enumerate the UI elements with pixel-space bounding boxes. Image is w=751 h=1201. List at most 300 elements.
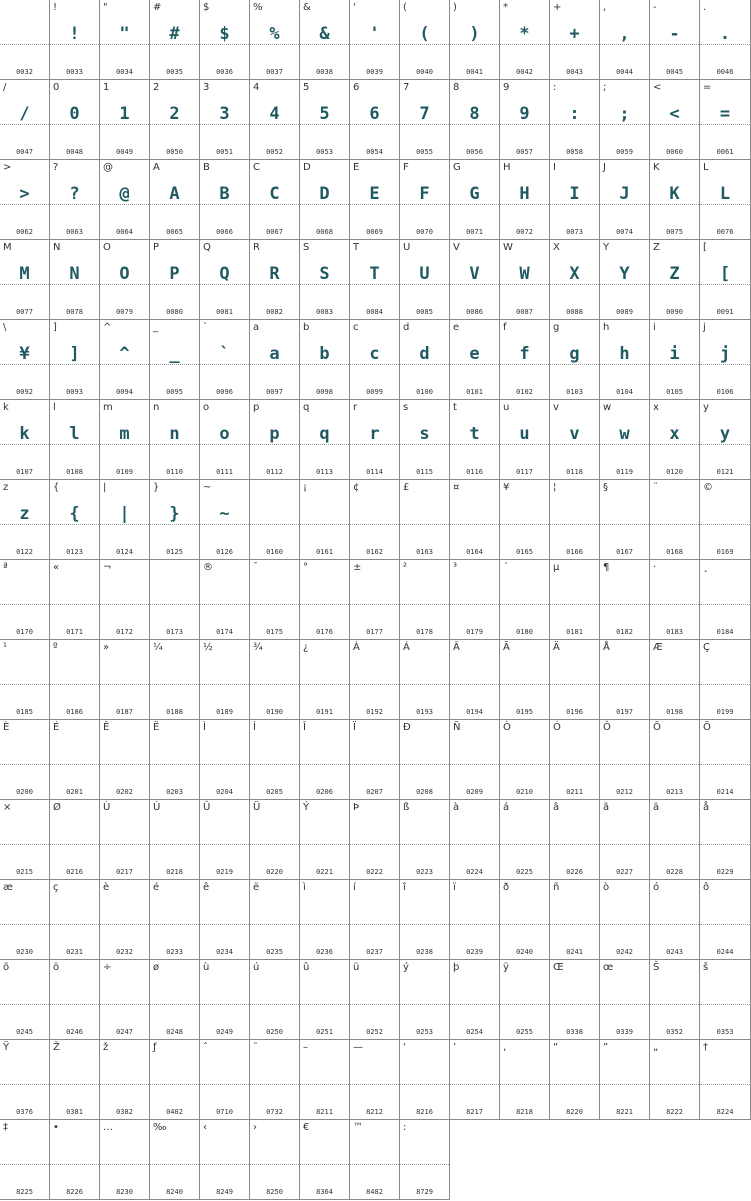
char-cell[interactable] bbox=[350, 640, 400, 720]
char-cell[interactable] bbox=[650, 160, 700, 240]
reference-character: ê bbox=[203, 882, 210, 893]
char-cell[interactable] bbox=[250, 560, 300, 640]
char-cell[interactable] bbox=[50, 480, 100, 560]
char-cell[interactable] bbox=[300, 560, 350, 640]
char-cell[interactable] bbox=[100, 640, 150, 720]
character-code: 0125 bbox=[166, 548, 183, 556]
character-code: 0169 bbox=[716, 548, 734, 556]
char-cell[interactable] bbox=[0, 0, 50, 80]
char-cell[interactable] bbox=[550, 400, 600, 480]
reference-character: é bbox=[153, 882, 160, 893]
char-cell[interactable] bbox=[200, 400, 250, 480]
char-cell[interactable] bbox=[50, 0, 100, 80]
reference-character: Ò bbox=[503, 722, 511, 733]
character-code: 0061 bbox=[716, 148, 734, 156]
font-glyph-sample: q bbox=[319, 424, 330, 444]
baseline-guide bbox=[450, 1084, 499, 1085]
char-cell[interactable] bbox=[350, 800, 400, 880]
baseline-guide bbox=[700, 924, 750, 925]
char-cell[interactable] bbox=[150, 160, 200, 240]
char-cell[interactable] bbox=[550, 560, 600, 640]
char-cell[interactable] bbox=[500, 480, 550, 560]
char-cell[interactable] bbox=[400, 1120, 450, 1200]
baseline-guide bbox=[600, 524, 649, 525]
char-cell[interactable] bbox=[0, 720, 50, 800]
char-cell[interactable] bbox=[0, 640, 50, 720]
char-cell[interactable] bbox=[300, 160, 350, 240]
character-code: 0119 bbox=[616, 468, 633, 476]
char-cell[interactable] bbox=[600, 960, 650, 1040]
char-cell[interactable] bbox=[450, 80, 500, 160]
char-cell[interactable] bbox=[200, 480, 250, 560]
char-cell[interactable] bbox=[300, 1120, 350, 1200]
char-cell[interactable] bbox=[450, 880, 500, 960]
char-cell[interactable] bbox=[200, 560, 250, 640]
char-cell[interactable] bbox=[150, 240, 200, 320]
char-cell[interactable] bbox=[400, 560, 450, 640]
char-cell[interactable] bbox=[700, 0, 751, 80]
char-cell[interactable] bbox=[700, 640, 751, 720]
reference-character: ˆ bbox=[203, 1042, 208, 1053]
char-cell[interactable] bbox=[250, 480, 300, 560]
char-cell[interactable] bbox=[600, 400, 650, 480]
char-cell[interactable] bbox=[300, 240, 350, 320]
character-code: 0105 bbox=[666, 388, 683, 396]
baseline-guide bbox=[450, 204, 499, 205]
char-cell[interactable] bbox=[400, 800, 450, 880]
char-cell[interactable] bbox=[200, 320, 250, 400]
char-cell[interactable] bbox=[250, 0, 300, 80]
char-cell[interactable] bbox=[600, 480, 650, 560]
character-code: 0078 bbox=[66, 308, 83, 316]
baseline-guide bbox=[600, 604, 649, 605]
char-cell[interactable] bbox=[150, 1040, 200, 1120]
char-cell[interactable] bbox=[650, 880, 700, 960]
char-cell[interactable] bbox=[650, 480, 700, 560]
char-cell[interactable] bbox=[550, 720, 600, 800]
character-code: 0191 bbox=[316, 708, 333, 716]
char-cell[interactable] bbox=[300, 480, 350, 560]
char-cell[interactable] bbox=[700, 400, 751, 480]
reference-character: + bbox=[553, 2, 562, 13]
char-cell[interactable] bbox=[150, 640, 200, 720]
char-cell[interactable] bbox=[600, 560, 650, 640]
char-cell[interactable] bbox=[450, 640, 500, 720]
baseline-guide bbox=[650, 204, 699, 205]
char-cell[interactable] bbox=[450, 160, 500, 240]
char-cell[interactable] bbox=[150, 1120, 200, 1200]
char-cell[interactable] bbox=[700, 560, 751, 640]
char-cell[interactable] bbox=[350, 1120, 400, 1200]
char-cell[interactable] bbox=[400, 240, 450, 320]
character-code: 0062 bbox=[16, 228, 33, 236]
char-cell[interactable] bbox=[650, 960, 700, 1040]
char-cell[interactable] bbox=[250, 880, 300, 960]
char-cell[interactable] bbox=[250, 960, 300, 1040]
char-cell[interactable] bbox=[500, 80, 550, 160]
char-cell[interactable] bbox=[550, 80, 600, 160]
char-cell[interactable] bbox=[400, 480, 450, 560]
char-cell[interactable] bbox=[150, 560, 200, 640]
reference-character: \ bbox=[3, 322, 7, 333]
char-cell[interactable] bbox=[450, 240, 500, 320]
char-cell[interactable] bbox=[600, 880, 650, 960]
char-cell[interactable] bbox=[0, 160, 50, 240]
char-cell[interactable] bbox=[200, 1040, 250, 1120]
char-cell[interactable] bbox=[700, 320, 751, 400]
char-cell[interactable] bbox=[650, 0, 700, 80]
character-code: 0100 bbox=[416, 388, 433, 396]
char-cell[interactable] bbox=[300, 80, 350, 160]
char-cell[interactable] bbox=[0, 800, 50, 880]
char-cell[interactable] bbox=[50, 720, 100, 800]
char-cell[interactable] bbox=[450, 960, 500, 1040]
char-cell[interactable] bbox=[500, 400, 550, 480]
char-cell[interactable] bbox=[350, 320, 400, 400]
baseline-guide bbox=[600, 204, 649, 205]
char-cell[interactable] bbox=[350, 960, 400, 1040]
char-cell[interactable] bbox=[300, 1040, 350, 1120]
char-cell[interactable] bbox=[400, 720, 450, 800]
char-cell[interactable] bbox=[450, 1040, 500, 1120]
char-cell[interactable] bbox=[550, 640, 600, 720]
char-cell[interactable] bbox=[350, 0, 400, 80]
char-cell[interactable] bbox=[200, 80, 250, 160]
char-cell[interactable] bbox=[0, 80, 50, 160]
char-cell[interactable] bbox=[400, 1040, 450, 1120]
character-code: 0123 bbox=[66, 548, 83, 556]
reference-character: _ bbox=[153, 322, 158, 333]
baseline-guide bbox=[50, 684, 99, 685]
baseline-guide bbox=[650, 524, 699, 525]
character-code: 0075 bbox=[666, 228, 683, 236]
char-cell[interactable] bbox=[700, 720, 751, 800]
char-cell[interactable] bbox=[300, 960, 350, 1040]
character-code: 0241 bbox=[566, 948, 583, 956]
character-code: 0117 bbox=[516, 468, 533, 476]
char-cell[interactable] bbox=[300, 640, 350, 720]
char-cell[interactable] bbox=[100, 800, 150, 880]
char-cell[interactable] bbox=[200, 240, 250, 320]
character-code: 0034 bbox=[116, 68, 133, 76]
character-code: 0221 bbox=[316, 868, 333, 876]
char-cell[interactable] bbox=[100, 400, 150, 480]
char-cell[interactable] bbox=[400, 400, 450, 480]
reference-character: Ø bbox=[53, 802, 61, 813]
font-glyph-sample: F bbox=[419, 184, 430, 204]
char-cell[interactable] bbox=[0, 1120, 50, 1200]
char-cell[interactable] bbox=[100, 1120, 150, 1200]
char-cell[interactable] bbox=[100, 960, 150, 1040]
character-code: 0116 bbox=[466, 468, 483, 476]
char-cell[interactable] bbox=[700, 240, 751, 320]
char-cell[interactable] bbox=[50, 320, 100, 400]
char-cell[interactable] bbox=[650, 1040, 700, 1120]
char-cell[interactable] bbox=[450, 800, 500, 880]
char-cell[interactable] bbox=[250, 640, 300, 720]
char-cell[interactable] bbox=[150, 720, 200, 800]
char-cell[interactable] bbox=[100, 480, 150, 560]
char-cell[interactable] bbox=[500, 320, 550, 400]
baseline-guide bbox=[550, 764, 599, 765]
char-cell[interactable] bbox=[450, 480, 500, 560]
char-cell[interactable] bbox=[50, 80, 100, 160]
char-cell[interactable] bbox=[50, 1120, 100, 1200]
reference-character: . bbox=[703, 2, 707, 13]
character-code: 0063 bbox=[66, 228, 83, 236]
char-cell[interactable] bbox=[550, 1040, 600, 1120]
reference-character: ý bbox=[403, 962, 409, 973]
char-cell[interactable] bbox=[50, 560, 100, 640]
baseline-guide bbox=[350, 1084, 399, 1085]
baseline-guide bbox=[150, 1084, 199, 1085]
char-cell[interactable] bbox=[150, 0, 200, 80]
char-cell[interactable] bbox=[250, 320, 300, 400]
char-cell[interactable] bbox=[700, 160, 751, 240]
char-cell[interactable] bbox=[350, 160, 400, 240]
char-cell[interactable] bbox=[150, 800, 200, 880]
char-cell[interactable] bbox=[0, 320, 50, 400]
char-cell[interactable] bbox=[550, 480, 600, 560]
char-cell[interactable] bbox=[600, 640, 650, 720]
char-cell[interactable] bbox=[600, 240, 650, 320]
char-cell[interactable] bbox=[250, 1040, 300, 1120]
reference-character: ‚ bbox=[503, 1042, 507, 1053]
reference-character: G bbox=[453, 162, 461, 173]
char-cell[interactable] bbox=[600, 320, 650, 400]
char-cell[interactable] bbox=[500, 720, 550, 800]
char-cell[interactable] bbox=[250, 160, 300, 240]
char-cell[interactable] bbox=[500, 960, 550, 1040]
char-cell[interactable] bbox=[550, 800, 600, 880]
char-cell[interactable] bbox=[350, 720, 400, 800]
char-cell[interactable] bbox=[0, 560, 50, 640]
char-cell[interactable] bbox=[250, 240, 300, 320]
font-glyph-sample: ' bbox=[369, 24, 380, 44]
char-cell[interactable] bbox=[250, 1120, 300, 1200]
character-code: 0179 bbox=[466, 628, 483, 636]
char-cell[interactable] bbox=[700, 960, 751, 1040]
font-glyph-sample: - bbox=[669, 24, 680, 44]
char-cell[interactable] bbox=[450, 720, 500, 800]
baseline-guide bbox=[500, 604, 549, 605]
baseline-guide bbox=[50, 604, 99, 605]
char-cell[interactable] bbox=[450, 320, 500, 400]
char-cell[interactable] bbox=[650, 560, 700, 640]
char-cell[interactable] bbox=[300, 880, 350, 960]
char-cell[interactable] bbox=[0, 480, 50, 560]
char-cell[interactable] bbox=[500, 0, 550, 80]
char-cell[interactable] bbox=[50, 160, 100, 240]
char-cell[interactable] bbox=[600, 1040, 650, 1120]
char-cell[interactable] bbox=[350, 560, 400, 640]
char-cell[interactable] bbox=[200, 0, 250, 80]
baseline-guide bbox=[550, 124, 599, 125]
reference-character: µ bbox=[553, 562, 560, 573]
char-cell[interactable] bbox=[700, 880, 751, 960]
char-cell[interactable] bbox=[100, 880, 150, 960]
char-cell[interactable] bbox=[50, 800, 100, 880]
char-cell[interactable] bbox=[650, 720, 700, 800]
char-cell[interactable] bbox=[250, 800, 300, 880]
char-cell[interactable] bbox=[300, 0, 350, 80]
character-code: 0122 bbox=[16, 548, 33, 556]
char-cell[interactable] bbox=[400, 0, 450, 80]
char-cell[interactable] bbox=[200, 160, 250, 240]
reference-character: ³ bbox=[453, 562, 458, 573]
char-cell[interactable] bbox=[350, 400, 400, 480]
char-cell[interactable] bbox=[50, 400, 100, 480]
char-cell[interactable] bbox=[100, 240, 150, 320]
char-cell[interactable] bbox=[200, 960, 250, 1040]
char-cell[interactable] bbox=[650, 320, 700, 400]
character-code: 0112 bbox=[266, 468, 283, 476]
char-cell[interactable] bbox=[100, 0, 150, 80]
char-cell[interactable] bbox=[500, 880, 550, 960]
char-cell[interactable] bbox=[500, 240, 550, 320]
char-cell[interactable] bbox=[500, 1040, 550, 1120]
char-cell[interactable] bbox=[550, 320, 600, 400]
reference-character: € bbox=[303, 1122, 310, 1133]
reference-character: Ó bbox=[553, 722, 561, 733]
baseline-guide bbox=[350, 684, 399, 685]
character-code: 0093 bbox=[66, 388, 83, 396]
baseline-guide bbox=[250, 284, 299, 285]
char-cell[interactable] bbox=[400, 880, 450, 960]
char-cell[interactable] bbox=[0, 880, 50, 960]
character-code: 0225 bbox=[516, 868, 533, 876]
character-code: 0065 bbox=[166, 228, 183, 236]
character-code: 0099 bbox=[366, 388, 383, 396]
char-cell[interactable] bbox=[200, 880, 250, 960]
reference-character: ¸ bbox=[703, 562, 708, 573]
char-cell[interactable] bbox=[650, 640, 700, 720]
character-code: 0070 bbox=[416, 228, 433, 236]
char-cell[interactable] bbox=[150, 80, 200, 160]
char-cell[interactable] bbox=[550, 160, 600, 240]
baseline-guide bbox=[50, 764, 99, 765]
char-cell[interactable] bbox=[650, 240, 700, 320]
font-glyph-sample: ! bbox=[69, 24, 80, 44]
char-cell[interactable] bbox=[350, 80, 400, 160]
char-cell[interactable] bbox=[400, 960, 450, 1040]
char-cell[interactable] bbox=[500, 800, 550, 880]
char-cell[interactable] bbox=[300, 720, 350, 800]
char-cell[interactable] bbox=[150, 880, 200, 960]
char-cell[interactable] bbox=[300, 400, 350, 480]
char-cell[interactable] bbox=[550, 880, 600, 960]
char-cell[interactable] bbox=[150, 960, 200, 1040]
char-cell[interactable] bbox=[200, 640, 250, 720]
char-cell[interactable] bbox=[100, 160, 150, 240]
baseline-guide bbox=[50, 284, 99, 285]
char-cell[interactable] bbox=[700, 480, 751, 560]
char-cell[interactable] bbox=[50, 880, 100, 960]
char-cell[interactable] bbox=[400, 160, 450, 240]
char-cell[interactable] bbox=[400, 640, 450, 720]
char-cell[interactable] bbox=[350, 1040, 400, 1120]
char-cell[interactable] bbox=[250, 720, 300, 800]
character-code: 0109 bbox=[116, 468, 133, 476]
reference-character: = bbox=[703, 82, 712, 93]
char-cell[interactable] bbox=[100, 320, 150, 400]
reference-character: ‘ bbox=[403, 1042, 407, 1053]
char-cell[interactable] bbox=[700, 80, 751, 160]
baseline-guide bbox=[250, 684, 299, 685]
char-cell[interactable] bbox=[100, 1040, 150, 1120]
character-code: 0161 bbox=[316, 548, 333, 556]
char-cell[interactable] bbox=[300, 320, 350, 400]
char-cell[interactable] bbox=[0, 400, 50, 480]
char-cell[interactable] bbox=[500, 560, 550, 640]
char-cell[interactable] bbox=[0, 1040, 50, 1120]
char-cell[interactable] bbox=[450, 400, 500, 480]
character-code: 0233 bbox=[166, 948, 183, 956]
char-cell[interactable] bbox=[650, 800, 700, 880]
char-cell[interactable] bbox=[650, 80, 700, 160]
char-cell[interactable] bbox=[100, 560, 150, 640]
character-code: 0382 bbox=[116, 1108, 133, 1116]
font-glyph-sample: / bbox=[19, 104, 30, 124]
char-cell[interactable] bbox=[200, 720, 250, 800]
char-cell[interactable] bbox=[350, 240, 400, 320]
char-cell[interactable] bbox=[50, 640, 100, 720]
char-cell[interactable] bbox=[150, 320, 200, 400]
char-cell[interactable] bbox=[350, 480, 400, 560]
char-cell[interactable] bbox=[700, 800, 751, 880]
char-cell[interactable] bbox=[50, 960, 100, 1040]
char-cell[interactable] bbox=[550, 0, 600, 80]
char-cell[interactable] bbox=[200, 1120, 250, 1200]
char-cell[interactable] bbox=[600, 160, 650, 240]
char-cell[interactable] bbox=[600, 0, 650, 80]
char-cell[interactable] bbox=[700, 1040, 751, 1120]
char-cell[interactable] bbox=[100, 80, 150, 160]
char-cell[interactable] bbox=[600, 800, 650, 880]
char-cell[interactable] bbox=[600, 80, 650, 160]
char-cell[interactable] bbox=[350, 880, 400, 960]
char-cell[interactable] bbox=[450, 560, 500, 640]
char-cell[interactable] bbox=[150, 400, 200, 480]
char-cell[interactable] bbox=[300, 800, 350, 880]
char-cell[interactable] bbox=[200, 800, 250, 880]
char-cell[interactable] bbox=[400, 80, 450, 160]
baseline-guide bbox=[550, 1004, 599, 1005]
char-cell[interactable] bbox=[0, 240, 50, 320]
character-code: 0244 bbox=[716, 948, 734, 956]
char-cell[interactable] bbox=[550, 240, 600, 320]
char-cell[interactable] bbox=[250, 80, 300, 160]
char-cell[interactable] bbox=[50, 240, 100, 320]
reference-character: J bbox=[603, 162, 606, 173]
char-cell[interactable] bbox=[100, 720, 150, 800]
reference-character: T bbox=[353, 242, 360, 253]
char-cell[interactable] bbox=[450, 0, 500, 80]
char-cell[interactable] bbox=[400, 320, 450, 400]
char-cell[interactable] bbox=[150, 480, 200, 560]
char-cell[interactable] bbox=[500, 640, 550, 720]
char-cell[interactable] bbox=[550, 960, 600, 1040]
character-code: 0052 bbox=[266, 148, 283, 156]
char-cell[interactable] bbox=[650, 400, 700, 480]
char-cell[interactable] bbox=[50, 1040, 100, 1120]
reference-character: ¤ bbox=[453, 482, 460, 493]
char-cell[interactable] bbox=[0, 960, 50, 1040]
baseline-guide bbox=[700, 604, 750, 605]
char-cell[interactable] bbox=[250, 400, 300, 480]
char-cell[interactable] bbox=[500, 160, 550, 240]
char-cell[interactable] bbox=[600, 720, 650, 800]
